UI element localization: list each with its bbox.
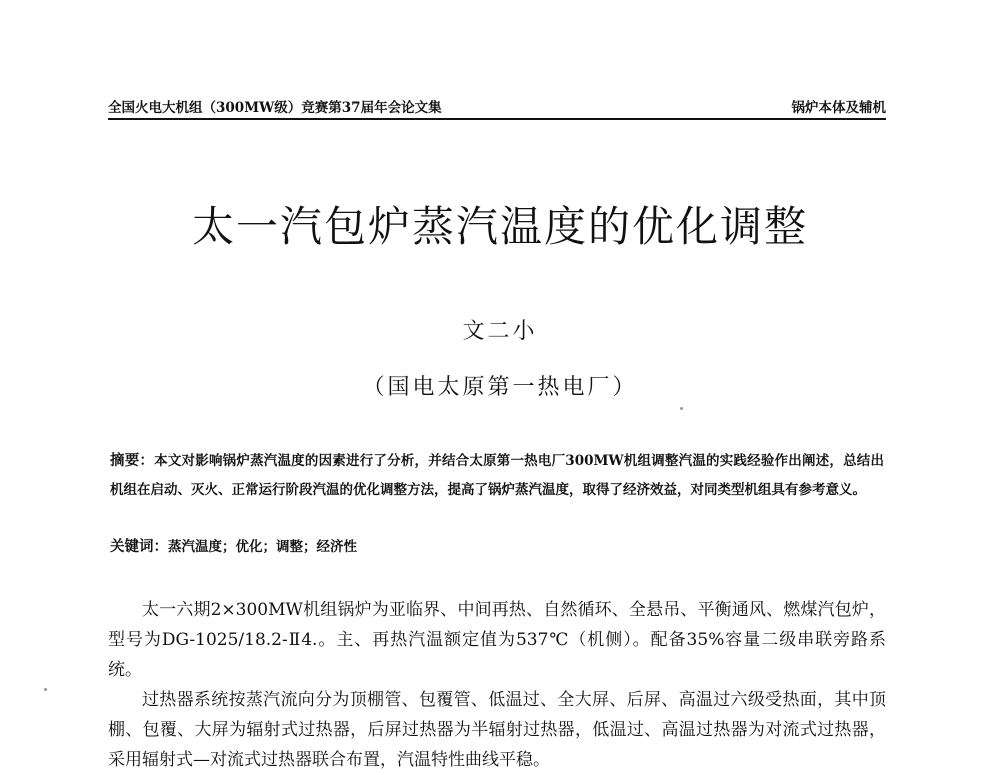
author-name: 文二小	[462, 319, 538, 344]
header-left-text: 全国火电大机组（300MW级）竞赛第37届年会论文集	[108, 100, 442, 116]
paper-title: 太一汽包炉蒸汽温度的优化调整	[191, 202, 808, 251]
body-paragraph-1: 太一六期2×300MW机组锅炉为亚临界、中间再热、自然循环、全悬吊、平衡通风、燃煤汽包炉，型号为DG-1025/18.2-Ⅱ4.。主、再热汽温额定值为537℃（机侧）。配备35%容量二级串联旁路系统。	[108, 600, 886, 680]
abstract	[110, 447, 884, 505]
scan-speck	[44, 688, 47, 691]
keywords-text: 蒸汽温度；优化；调整；经济性	[168, 539, 357, 555]
header-right-text: 锅炉本体及辅机	[791, 100, 886, 116]
author-affiliation: （国电太原第一热电厂）	[362, 375, 638, 400]
keywords	[110, 535, 884, 556]
keywords-label: 关键词：	[110, 539, 168, 555]
body-paragraph-2: 过热器系统按蒸汽流向分为顶棚管、包覆管、低温过、全大屏、后屏、高温过六级受热面，其中顶棚、包覆、大屏为辐射式过热器，后屏过热器为半辐射过热器，低温过、高温过热器为对流式过热器，采用辐射式—对流式过热器联合布置，汽温特性曲线平稳。	[108, 690, 886, 770]
abstract-label: 摘要：	[110, 453, 155, 469]
abstract-text: 本文对影响锅炉蒸汽温度的因素进行了分析，并结合太原第一热电厂300MW机组调整汽温的实践经验作出阐述，总结出机组在启动、灭火、正常运行阶段汽温的优化调整方法，提高了锅炉蒸汽温度，取得了经济效益，对同类型机组具有参考意义。	[110, 453, 884, 498]
body-text	[108, 595, 886, 775]
scan-speck	[680, 407, 683, 410]
running-header	[108, 94, 886, 120]
